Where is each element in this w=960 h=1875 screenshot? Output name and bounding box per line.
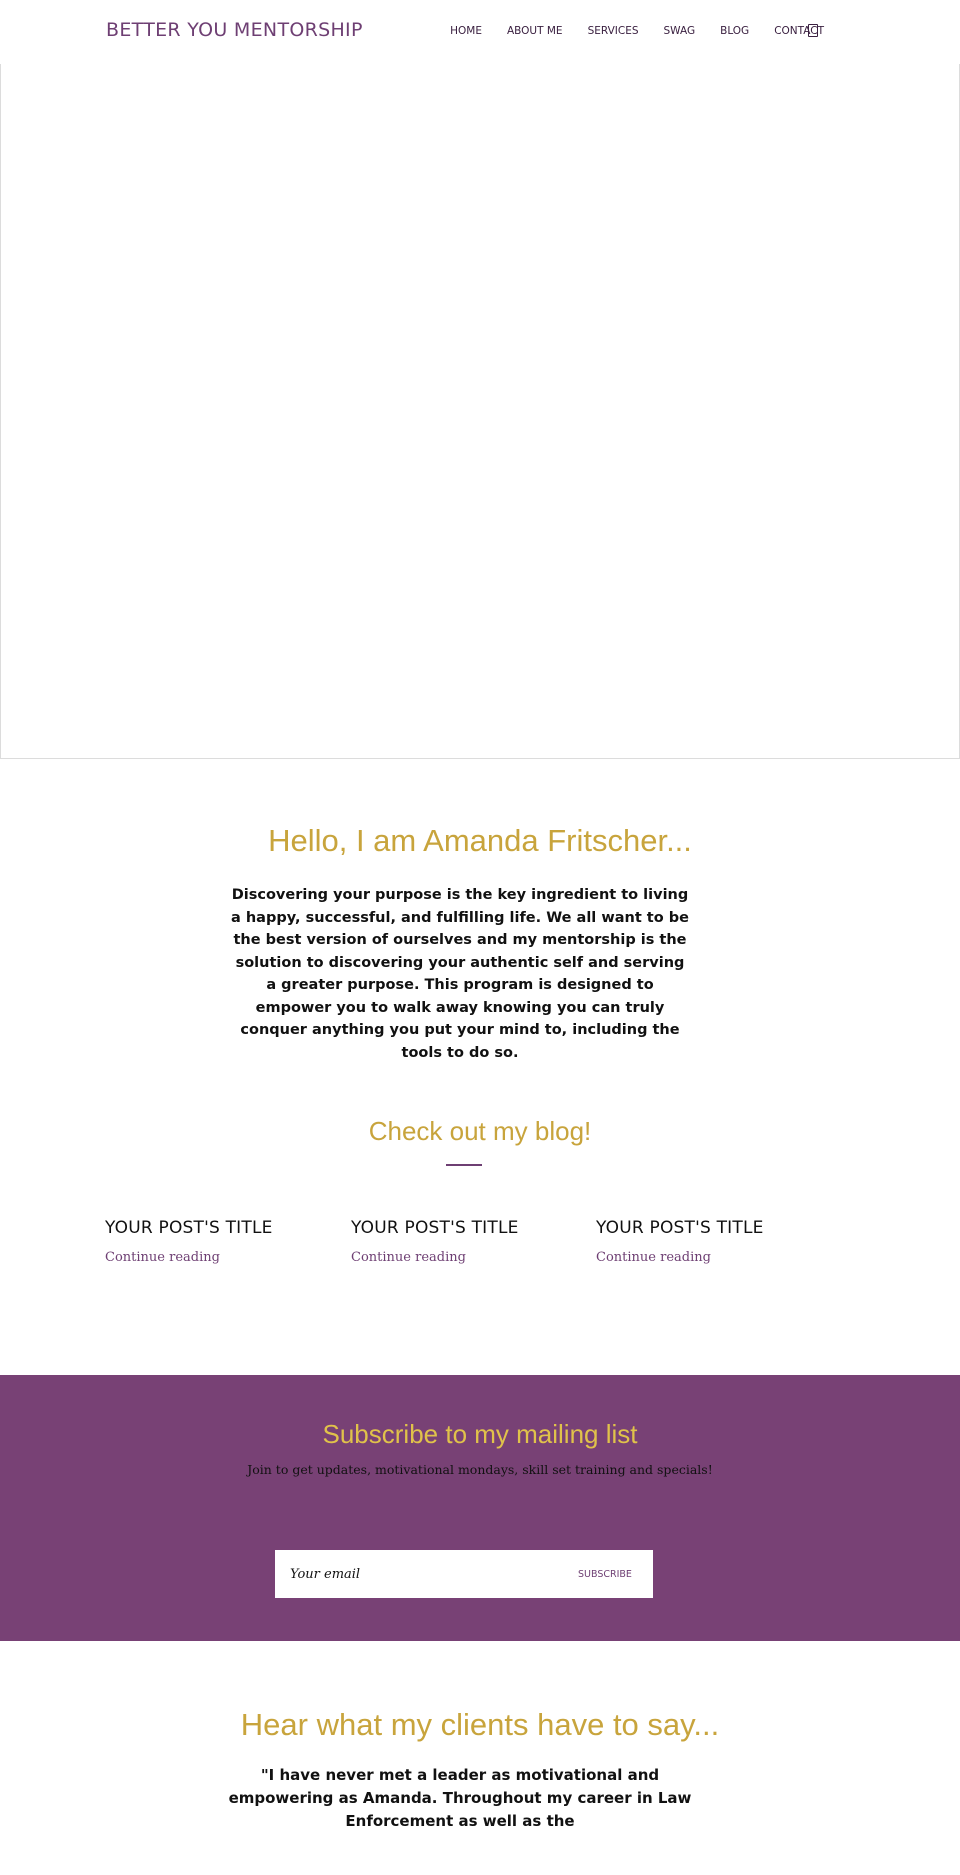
intro-paragraph: Discovering your purpose is the key ingredient to living a happy, successful, and fulfilling life. We all want to be the best version of ourselves and my mentorship is the solution to discovering your authentic self and serving a greater purpose. This program is designed to empower you to walk away knowing you can truly conquer anything you put your mind to, including the tools to do so. (231, 887, 689, 1061)
site-header (0, 0, 960, 65)
nav-about-me[interactable]: ABOUT ME (506, 25, 563, 37)
blog-post-card (596, 1218, 826, 1265)
testimonials-heading: Hear what my clients have to say... (240, 1707, 720, 1742)
intro-heading: Hello, I am Amanda Fritscher... (268, 823, 692, 858)
subscribe-heading: Subscribe to my mailing list (322, 1419, 638, 1449)
main-nav (425, 25, 824, 37)
nav-contact[interactable]: CONTACT (774, 25, 824, 37)
blog-post-card (351, 1218, 581, 1265)
continue-reading-link[interactable]: Continue reading (351, 1250, 466, 1265)
continue-reading-link[interactable]: Continue reading (596, 1250, 711, 1265)
cart-icon[interactable] (808, 24, 818, 37)
subscribe-button[interactable]: SUBSCRIBE (572, 1568, 638, 1581)
blog-divider (446, 1164, 482, 1166)
testimonial-quote: "I have never met a leader as motivational and empowering as Amanda. Throughout my career in Law Enforcement as well as the (228, 1766, 692, 1830)
subscribe-section (0, 1375, 960, 1641)
blog-post-card (105, 1218, 335, 1265)
blog-post-list (105, 1218, 865, 1278)
email-input[interactable] (290, 1554, 560, 1594)
subscribe-form (275, 1550, 653, 1598)
nav-services[interactable]: SERVICES (587, 25, 639, 37)
nav-blog[interactable]: BLOG (720, 25, 750, 37)
continue-reading-link[interactable]: Continue reading (105, 1250, 220, 1265)
site-logo-text[interactable]: BETTER YOU MENTORSHIP (106, 19, 363, 41)
hero-banner (0, 64, 960, 759)
nav-swag[interactable]: SWAG (663, 25, 696, 37)
post-title[interactable]: YOUR POST'S TITLE (596, 1218, 764, 1238)
post-title[interactable]: YOUR POST'S TITLE (351, 1218, 519, 1238)
nav-home[interactable]: HOME (450, 25, 482, 37)
subscribe-description: Join to get updates, motivational mondays, skill set training and specials! (247, 1462, 713, 1477)
blog-heading: Check out my blog! (368, 1116, 592, 1146)
post-title[interactable]: YOUR POST'S TITLE (105, 1218, 273, 1238)
